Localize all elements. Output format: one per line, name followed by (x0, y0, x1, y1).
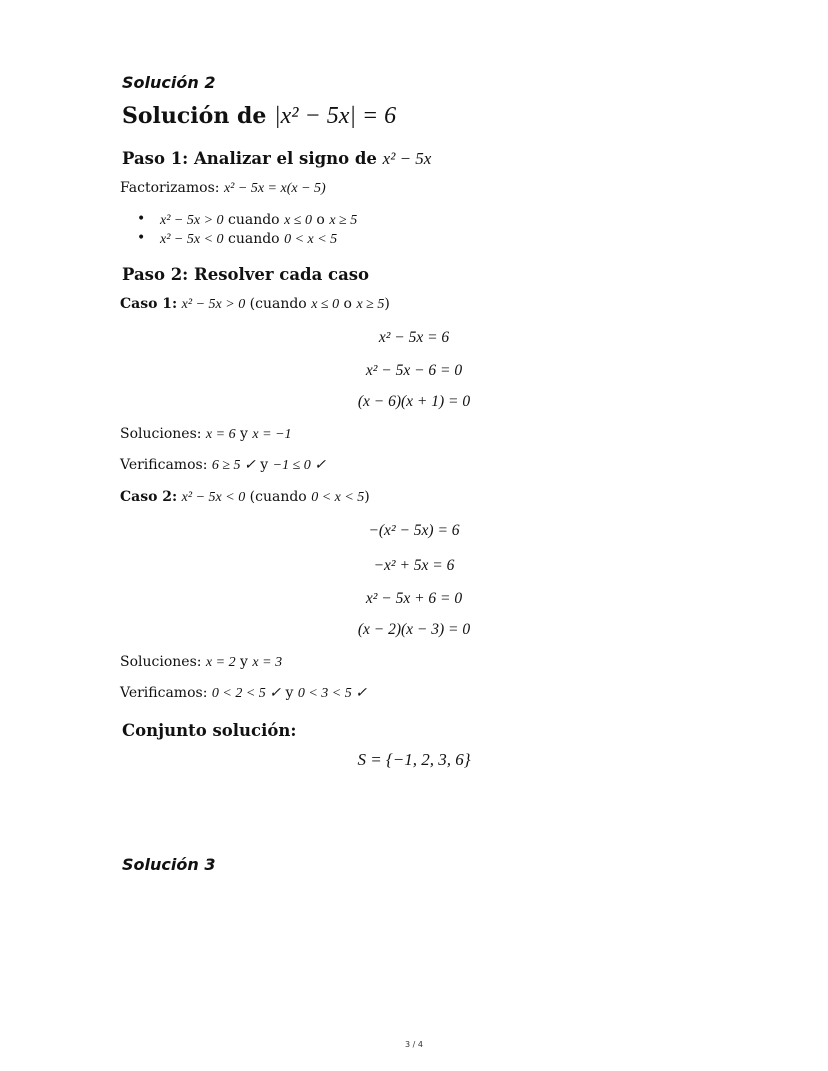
case1-math: x² − 5x > 0 (181, 297, 246, 312)
case1-cond-math2: x ≥ 5 (356, 297, 385, 312)
case1-solutions-math1: x = 6 (205, 427, 236, 442)
bullet1-conj: o (316, 212, 325, 228)
bullet1-math3: x ≥ 5 (329, 213, 358, 228)
case2-line (120, 489, 370, 506)
case2-solutions (120, 654, 282, 671)
case2-equation-1: −(x² − 5x) = 6 (368, 522, 460, 539)
bullet2-math1: x² − 5x < 0 (160, 232, 224, 247)
title-equation: |x² − 5x| = 6 (274, 103, 397, 129)
bullet2-word: cuando (227, 231, 280, 247)
case1-verify (120, 457, 326, 474)
case1-cond-math1: x ≤ 0 (311, 297, 340, 312)
list-item (140, 231, 337, 248)
case1-cond-close: ) (384, 296, 390, 312)
solution-set-math: S = {−1, 2, 3, 6} (357, 750, 471, 769)
step2-heading: Paso 2: Resolver cada caso (122, 265, 370, 284)
bullet1-math2: x ≤ 0 (284, 213, 312, 228)
page-number: 3 / 4 (405, 1040, 423, 1049)
step1-heading (122, 149, 431, 169)
title-prefix: Solución de (122, 103, 267, 129)
case1-solutions-math2: x = −1 (252, 427, 292, 442)
bullet2-math2: 0 < x < 5 (284, 232, 338, 247)
page-title (122, 103, 396, 130)
case2-math: x² − 5x < 0 (181, 490, 246, 505)
case2-solutions-math2: x = 3 (252, 655, 283, 670)
case1-equation-1: x² − 5x = 6 (378, 329, 450, 346)
case2-verify-text: Verificamos: (120, 685, 208, 701)
factor-line (120, 180, 326, 197)
bullet1-math1: x² − 5x > 0 (160, 213, 224, 228)
case1-verify-conj: y (260, 457, 269, 473)
solution-2-label: Solución 2 (122, 73, 216, 92)
step1-heading-text: Paso 1: Analizar el signo de (122, 149, 377, 168)
step1-heading-math: x² − 5x (382, 149, 432, 168)
case2-cond-close: ) (364, 489, 370, 505)
case2-verify-conj: y (285, 685, 294, 701)
case2-equation-4: (x − 2)(x − 3) = 0 (357, 621, 471, 638)
case1-line (120, 296, 390, 313)
case1-solutions-text: Soluciones: (120, 426, 202, 442)
solution-3-label: Solución 3 (122, 855, 216, 874)
case2-equation-3: x² − 5x + 6 = 0 (365, 590, 463, 607)
case2-verify (120, 685, 367, 702)
case2-verify-math2: 0 < 3 < 5 ✓ (297, 686, 367, 701)
case2-solutions-math1: x = 2 (205, 655, 236, 670)
case2-solutions-text: Soluciones: (120, 654, 202, 670)
case2-cond-open: (cuando (249, 489, 307, 505)
case1-equation-3: (x − 6)(x + 1) = 0 (357, 393, 471, 410)
case2-cond-math1: 0 < x < 5 (311, 490, 365, 505)
bullet1-word: cuando (227, 212, 280, 228)
case1-cond-conj: o (343, 296, 352, 312)
case1-solutions (120, 426, 292, 443)
case1-equation-2: x² − 5x − 6 = 0 (365, 362, 463, 379)
case2-solutions-conj: y (240, 654, 248, 670)
factor-text: Factorizamos: (120, 180, 220, 196)
case1-verify-text: Verificamos: (120, 457, 208, 473)
case1-cond-open: (cuando (249, 296, 307, 312)
case1-solutions-conj: y (240, 426, 248, 442)
case1-verify-math2: −1 ≤ 0 ✓ (272, 458, 326, 473)
case2-verify-math1: 0 < 2 < 5 ✓ (211, 686, 281, 701)
case1-label: Caso 1: (120, 296, 178, 312)
factor-math: x² − 5x = x(x − 5) (223, 181, 326, 196)
solution-set-heading: Conjunto solución: (122, 721, 297, 740)
list-item (140, 212, 357, 229)
case1-verify-math1: 6 ≥ 5 ✓ (211, 458, 256, 473)
case2-label: Caso 2: (120, 489, 178, 505)
case2-equation-2: −x² + 5x = 6 (373, 557, 455, 574)
